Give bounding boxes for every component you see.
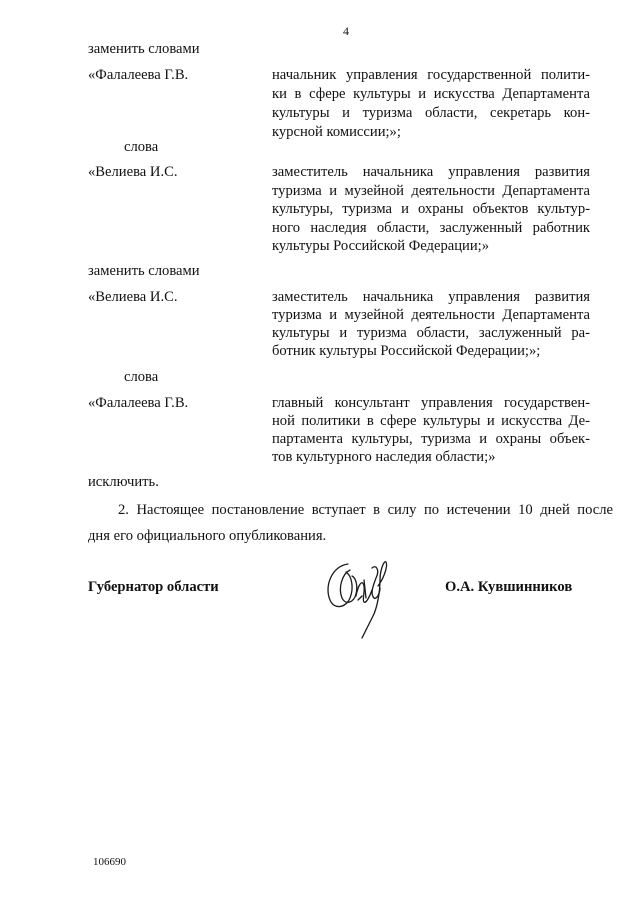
- entry-description-line: партамента культуры, туризма и охраны объек-: [272, 431, 590, 447]
- entry-description-line: заместитель начальника управления развития: [272, 289, 590, 305]
- instruction-exclude: исключить.: [88, 474, 159, 490]
- entry-description-line: туризма и музейной деятельности Департамента: [272, 183, 590, 199]
- entry-description-line: ки в сфере культуры и искусства Департамента: [272, 86, 590, 102]
- entry-description-line: курсной комиссии;»;: [272, 124, 401, 140]
- instruction-replace-with: заменить словами: [88, 263, 200, 279]
- paragraph-effective-date-line-1: 2. Настоящее постановление вступает в силу по истечении 10 дней после: [118, 502, 613, 518]
- entry-description-line: культуры, туризма и охраны объектов культур-: [272, 201, 590, 217]
- signatory-name: О.А. Кувшинников: [445, 579, 573, 595]
- entry-person-name: «Велиева И.С.: [88, 289, 178, 305]
- instruction-replace-with: заменить словами: [88, 41, 200, 57]
- page-number: 4: [343, 24, 349, 38]
- entry-description-line: культуры Российской Федерации;»: [272, 238, 489, 254]
- entry-person-name: «Велиева И.С.: [88, 164, 178, 180]
- handwritten-signature: [318, 556, 406, 642]
- entry-description-line: заместитель начальника управления развития: [272, 164, 590, 180]
- entry-description-line: ной политики в сфере культуры и искусства Де-: [272, 413, 590, 429]
- instruction-words: слова: [124, 369, 159, 385]
- entry-description-line: тов культурного наследия области;»: [272, 449, 496, 465]
- entry-description-line: культуры и туризма области, заслуженный ра-: [272, 325, 590, 341]
- signatory-title: Губернатор области: [88, 579, 219, 595]
- entry-description-line: ботник культуры Российской Федерации;»;: [272, 343, 541, 359]
- entry-description-line: главный консультант управления государствен-: [272, 395, 590, 411]
- document-number: 106690: [93, 856, 126, 868]
- entry-description-line: туризма и музейной деятельности Департамента: [272, 307, 590, 323]
- entry-description-line: ного наследия области, заслуженный работник: [272, 220, 590, 236]
- entry-description-line: начальник управления государственной полити-: [272, 67, 590, 83]
- paragraph-effective-date-line-2: дня его официального опубликования.: [88, 528, 327, 544]
- entry-description-line: культуры и туризма области, секретарь кон-: [272, 105, 590, 121]
- entry-person-name: «Фалалеева Г.В.: [88, 67, 189, 83]
- instruction-words: слова: [124, 139, 159, 155]
- entry-person-name: «Фалалеева Г.В.: [88, 395, 189, 411]
